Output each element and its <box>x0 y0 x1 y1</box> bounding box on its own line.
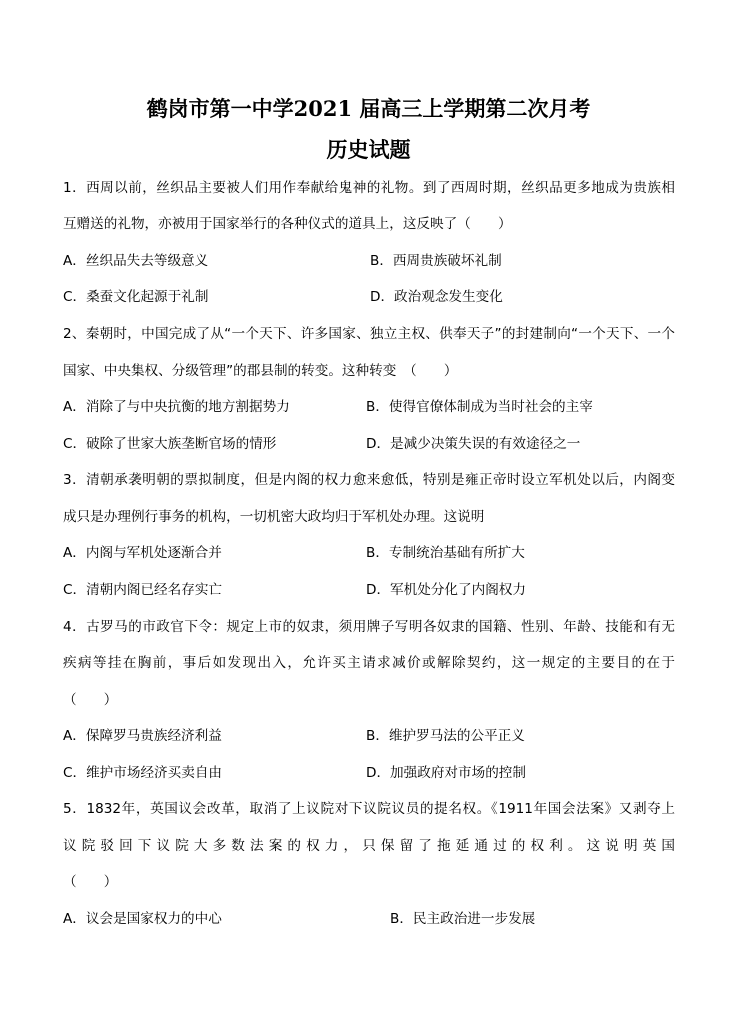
option-d: D．军机处分化了内阁权力 <box>366 582 526 598</box>
option-b: B．使得官僚体制成为当时社会的主宰 <box>366 399 593 415</box>
question-text-line: 3．清朝承袭明朝的票拟制度，但是内阁的权力愈来愈低，特别是雍正帝时设立军机处以后，内阁变 <box>63 472 675 488</box>
option-d: D．政治观念发生变化 <box>370 289 503 305</box>
option-b: B．民主政治进一步发展 <box>390 911 536 927</box>
option-c: C．破除了世家大族垄断官场的情形 <box>63 436 277 452</box>
question-text-line: 成只是办理例行事务的机构，一切机密大政均归于军机处办理。这说明 <box>63 509 485 525</box>
question-text-line: 5．1832年，英国议会改革，取消了上议院对下议院议员的提名权。《1911年国会法案》又剥夺上 <box>63 801 675 817</box>
option-d: D．加强政府对市场的控制 <box>366 765 526 781</box>
option-d: D．是减少决策失误的有效途径之一 <box>366 436 581 452</box>
question-text-line: 国家、中央集权、分级管理”的郡县制的转变。这种转变 （ ） <box>63 363 458 379</box>
option-a: A．议会是国家权力的中心 <box>63 911 222 927</box>
question-text-line: 互赠送的礼物，亦被用于国家举行的各种仪式的道具上，这反映了（ ） <box>63 216 512 232</box>
option-c: C．清朝内阁已经名存实亡 <box>63 582 223 598</box>
question-text-line: 1．西周以前，丝织品主要被人们用作奉献给鬼神的礼物。到了西周时期，丝织品更多地成为贵族相 <box>63 180 675 196</box>
exam-title: 鹤岗市第一中学2021 届高三上学期第二次月考 <box>146 96 591 121</box>
option-a: A．丝织品失去等级意义 <box>63 253 209 269</box>
option-a: A．内阁与军机处逐渐合并 <box>63 545 222 561</box>
question-text-line: 4．古罗马的市政官下令：规定上市的奴隶，须用牌子写明各奴隶的国籍、性别、年龄、技能和有无 <box>63 619 675 635</box>
exam-subtitle: 历史试题 <box>326 137 411 162</box>
option-a: A．保障罗马贵族经济利益 <box>63 728 222 744</box>
option-a: A．消除了与中央抗衡的地方割据势力 <box>63 399 290 415</box>
option-c: C．桑蚕文化起源于礼制 <box>63 289 209 305</box>
option-b: B．维护罗马法的公平正义 <box>366 728 525 744</box>
question-text-line: 议院驳回下议院大多数法案的权力，只保留了拖延通过的权利。这说明英国 <box>63 838 675 854</box>
question-text-line: 2、秦朝时，中国完成了从“一个天下、许多国家、独立主权、供奉天子”的封建制向“一个天下、一个 <box>63 326 675 342</box>
option-b: B．专制统治基础有所扩大 <box>366 545 525 561</box>
option-c: C．维护市场经济买卖自由 <box>63 765 223 781</box>
question-text-line: 疾病等挂在胸前，事后如发现出入，允许买主请求减价或解除契约，这一规定的主要目的在于 <box>63 655 675 671</box>
question-text-line: （ ） <box>63 874 118 890</box>
option-b: B．西周贵族破坏礼制 <box>370 253 502 269</box>
question-text-line: （ ） <box>63 692 118 708</box>
